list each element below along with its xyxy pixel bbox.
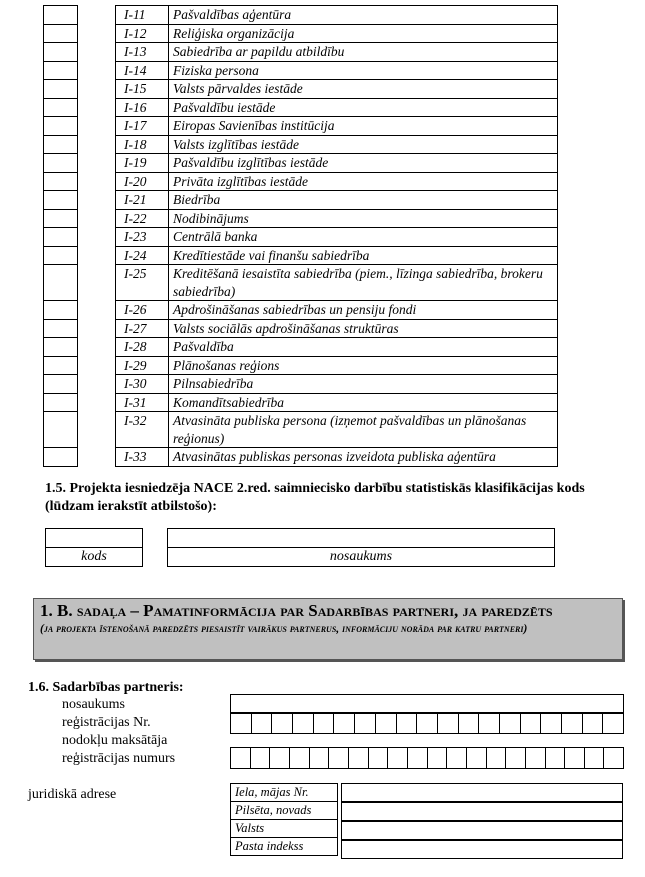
digit-cell[interactable] [585, 748, 605, 768]
org-type-code: I-12 [116, 24, 169, 43]
partner-name-input[interactable] [230, 694, 624, 714]
partner-name-label: nosaukums [62, 697, 125, 712]
org-type-code: I-27 [116, 319, 169, 338]
digit-cell[interactable] [355, 713, 376, 733]
org-type-checkbox[interactable] [44, 6, 78, 25]
org-type-row [44, 209, 558, 228]
partner-tax-label: nodokļu maksātāja [62, 733, 168, 748]
org-type-code: I-28 [116, 338, 169, 357]
org-type-checkbox[interactable] [44, 338, 78, 357]
org-type-row [44, 375, 558, 394]
org-type-name: Centrālā banka [169, 228, 558, 247]
digit-cell[interactable] [334, 713, 355, 733]
partner-tax-label-2: reģistrācijas numurs [62, 751, 176, 766]
org-type-row [44, 80, 558, 99]
org-type-code: I-29 [116, 356, 169, 375]
org-type-code: I-33 [116, 448, 169, 467]
digit-cell[interactable] [408, 748, 428, 768]
digit-cell[interactable] [506, 748, 526, 768]
digit-cell[interactable] [459, 713, 480, 733]
org-type-row [44, 319, 558, 338]
digit-cell[interactable] [272, 713, 293, 733]
digit-cell[interactable] [428, 748, 448, 768]
org-type-row [44, 338, 558, 357]
digit-cell[interactable] [252, 713, 273, 733]
org-type-row [44, 98, 558, 117]
org-type-name: Fiziska persona [169, 61, 558, 80]
org-type-checkbox[interactable] [44, 228, 78, 247]
nace-name-field[interactable] [167, 528, 555, 567]
org-type-code: I-31 [116, 393, 169, 412]
org-type-name: Pašvaldību izglītības iestāde [169, 154, 558, 173]
nace-code-label: kods [81, 549, 107, 564]
org-type-code: I-30 [116, 375, 169, 394]
org-type-name: Apdrošināšanas sabiedrības un pensiju fondi [169, 301, 558, 320]
org-type-checkbox[interactable] [44, 246, 78, 265]
digit-cell[interactable] [349, 748, 369, 768]
address-field-labels [230, 783, 338, 856]
org-type-name: Valsts pārvaldes iestāde [169, 80, 558, 99]
org-type-code: I-19 [116, 154, 169, 173]
org-type-row [44, 6, 558, 25]
org-type-row [44, 356, 558, 375]
digit-cell[interactable] [369, 748, 389, 768]
partner-tax-number-cells[interactable] [230, 747, 624, 769]
org-type-name: Pašvaldības aģentūra [169, 6, 558, 25]
digit-cell[interactable] [438, 713, 459, 733]
org-type-code: I-18 [116, 135, 169, 154]
digit-cell[interactable] [583, 713, 604, 733]
org-type-code: I-16 [116, 98, 169, 117]
org-type-code: I-26 [116, 301, 169, 320]
org-type-checkbox[interactable] [44, 375, 78, 394]
org-type-row [44, 61, 558, 80]
digit-cell[interactable] [603, 713, 623, 733]
digit-cell[interactable] [546, 748, 566, 768]
org-type-name: Atvasinātas publiskas personas izveidota publiska aģentūra [169, 448, 558, 467]
org-type-code: I-24 [116, 246, 169, 265]
address-field-label: Pasta indekss [231, 838, 338, 856]
digit-cell[interactable] [500, 713, 521, 733]
nace-code-field[interactable] [45, 528, 143, 567]
organization-type-table [43, 5, 558, 467]
legal-address-label: juridiskā adrese [28, 787, 117, 802]
org-type-checkbox[interactable] [44, 43, 78, 62]
org-type-checkbox[interactable] [44, 135, 78, 154]
org-type-row [44, 228, 558, 247]
org-type-row [44, 24, 558, 43]
org-type-name: Nodibinājums [169, 209, 558, 228]
org-type-name: Eiropas Savienības institūcija [169, 117, 558, 136]
org-type-name: Valsts izglītības iestāde [169, 135, 558, 154]
digit-cell[interactable] [251, 748, 271, 768]
address-field-input[interactable] [341, 821, 623, 840]
digit-cell[interactable] [479, 713, 500, 733]
org-type-name: Pašvaldība [169, 338, 558, 357]
digit-cell[interactable] [541, 713, 562, 733]
address-field-input[interactable] [341, 802, 623, 821]
org-type-checkbox[interactable] [44, 172, 78, 191]
org-type-code: I-25 [116, 265, 169, 301]
org-type-name: Privāta izglītības iestāde [169, 172, 558, 191]
org-type-checkbox[interactable] [44, 393, 78, 412]
org-type-row [44, 191, 558, 210]
org-type-code: I-14 [116, 61, 169, 80]
org-type-code: I-11 [116, 6, 169, 25]
org-type-checkbox[interactable] [44, 209, 78, 228]
partner-reg-label: reģistrācijas Nr. [62, 715, 151, 730]
org-type-row [44, 448, 558, 467]
org-type-row [44, 135, 558, 154]
section-subtitle: (ja projekta īstenošanā paredzēts piesaistīt vairākus partnerus, informāciju norāda par katru partneri) [40, 623, 528, 635]
digit-cell[interactable] [397, 713, 418, 733]
org-type-row [44, 246, 558, 265]
digit-cell[interactable] [329, 748, 349, 768]
org-type-name: Kredītiestāde vai finanšu sabiedrība [169, 246, 558, 265]
digit-cell[interactable] [293, 713, 314, 733]
org-type-checkbox[interactable] [44, 80, 78, 99]
org-type-row [44, 301, 558, 320]
digit-cell[interactable] [290, 748, 310, 768]
digit-cell[interactable] [231, 748, 251, 768]
digit-cell[interactable] [310, 748, 330, 768]
digit-cell[interactable] [270, 748, 290, 768]
org-type-code: I-15 [116, 80, 169, 99]
org-type-name: Pašvaldību iestāde [169, 98, 558, 117]
address-field-label: Pilsēta, novads [231, 802, 338, 820]
digit-cell[interactable] [526, 748, 546, 768]
digit-cell[interactable] [388, 748, 408, 768]
org-type-row [44, 412, 558, 448]
org-type-checkbox[interactable] [44, 448, 78, 467]
org-type-checkbox[interactable] [44, 61, 78, 80]
digit-cell[interactable] [314, 713, 335, 733]
section-title: 1. B. sadaļa – Pamatinformācija par Sadarbības partneri, ja paredzēts [40, 601, 553, 620]
org-type-code: I-20 [116, 172, 169, 191]
org-type-name: Komandītsabiedrība [169, 393, 558, 412]
org-type-checkbox[interactable] [44, 301, 78, 320]
org-type-checkbox[interactable] [44, 412, 78, 448]
org-type-code: I-13 [116, 43, 169, 62]
org-type-checkbox[interactable] [44, 24, 78, 43]
section-1b-header [33, 598, 623, 660]
org-type-row [44, 265, 558, 301]
org-type-row [44, 393, 558, 412]
org-type-row [44, 43, 558, 62]
org-type-name: Biedrība [169, 191, 558, 210]
org-type-checkbox[interactable] [44, 154, 78, 173]
digit-cell[interactable] [487, 748, 507, 768]
org-type-checkbox[interactable] [44, 98, 78, 117]
org-type-name: Valsts sociālās apdrošināšanas struktūras [169, 319, 558, 338]
address-field-label: Iela, mājas Nr. [231, 784, 338, 802]
address-field-label: Valsts [231, 820, 338, 838]
org-type-name: Reliģiska organizācija [169, 24, 558, 43]
org-type-code: I-23 [116, 228, 169, 247]
address-field-input[interactable] [341, 840, 623, 859]
org-type-name: Plānošanas reģions [169, 356, 558, 375]
org-type-name: Atvasināta publiska persona (izņemot pašvaldības un plānošanas reģionus) [169, 412, 558, 448]
digit-cell[interactable] [447, 748, 467, 768]
org-type-row [44, 154, 558, 173]
digit-cell[interactable] [521, 713, 542, 733]
org-type-checkbox[interactable] [44, 265, 78, 301]
digit-cell[interactable] [562, 713, 583, 733]
partner-heading: 1.6. Sadarbības partneris: [28, 680, 184, 695]
digit-cell[interactable] [376, 713, 397, 733]
org-type-name: Pilnsabiedrība [169, 375, 558, 394]
nace-heading: 1.5. Projekta iesniedzēja NACE 2.red. saimniecisko darbību statistiskās klasifikācijas kods (lūdzam ierakstīt atbilstošo): [45, 481, 585, 514]
org-type-checkbox[interactable] [44, 191, 78, 210]
digit-cell[interactable] [565, 748, 585, 768]
address-field-input[interactable] [341, 783, 623, 802]
digit-cell[interactable] [467, 748, 487, 768]
org-type-code: I-32 [116, 412, 169, 448]
org-type-checkbox[interactable] [44, 319, 78, 338]
org-type-row [44, 172, 558, 191]
digit-cell[interactable] [231, 713, 252, 733]
org-type-name: Sabiedrība ar papildu atbildību [169, 43, 558, 62]
nace-name-label: nosaukums [329, 549, 393, 564]
partner-reg-number-cells[interactable] [230, 712, 624, 734]
org-type-name: Kreditēšanā iesaistīta sabiedrība (piem., līzinga sabiedrība, brokeru sabiedrība) [169, 265, 558, 301]
org-type-checkbox[interactable] [44, 117, 78, 136]
digit-cell[interactable] [604, 748, 623, 768]
digit-cell[interactable] [417, 713, 438, 733]
org-type-code: I-22 [116, 209, 169, 228]
org-type-code: I-17 [116, 117, 169, 136]
org-type-code: I-21 [116, 191, 169, 210]
org-type-row [44, 117, 558, 136]
org-type-checkbox[interactable] [44, 356, 78, 375]
